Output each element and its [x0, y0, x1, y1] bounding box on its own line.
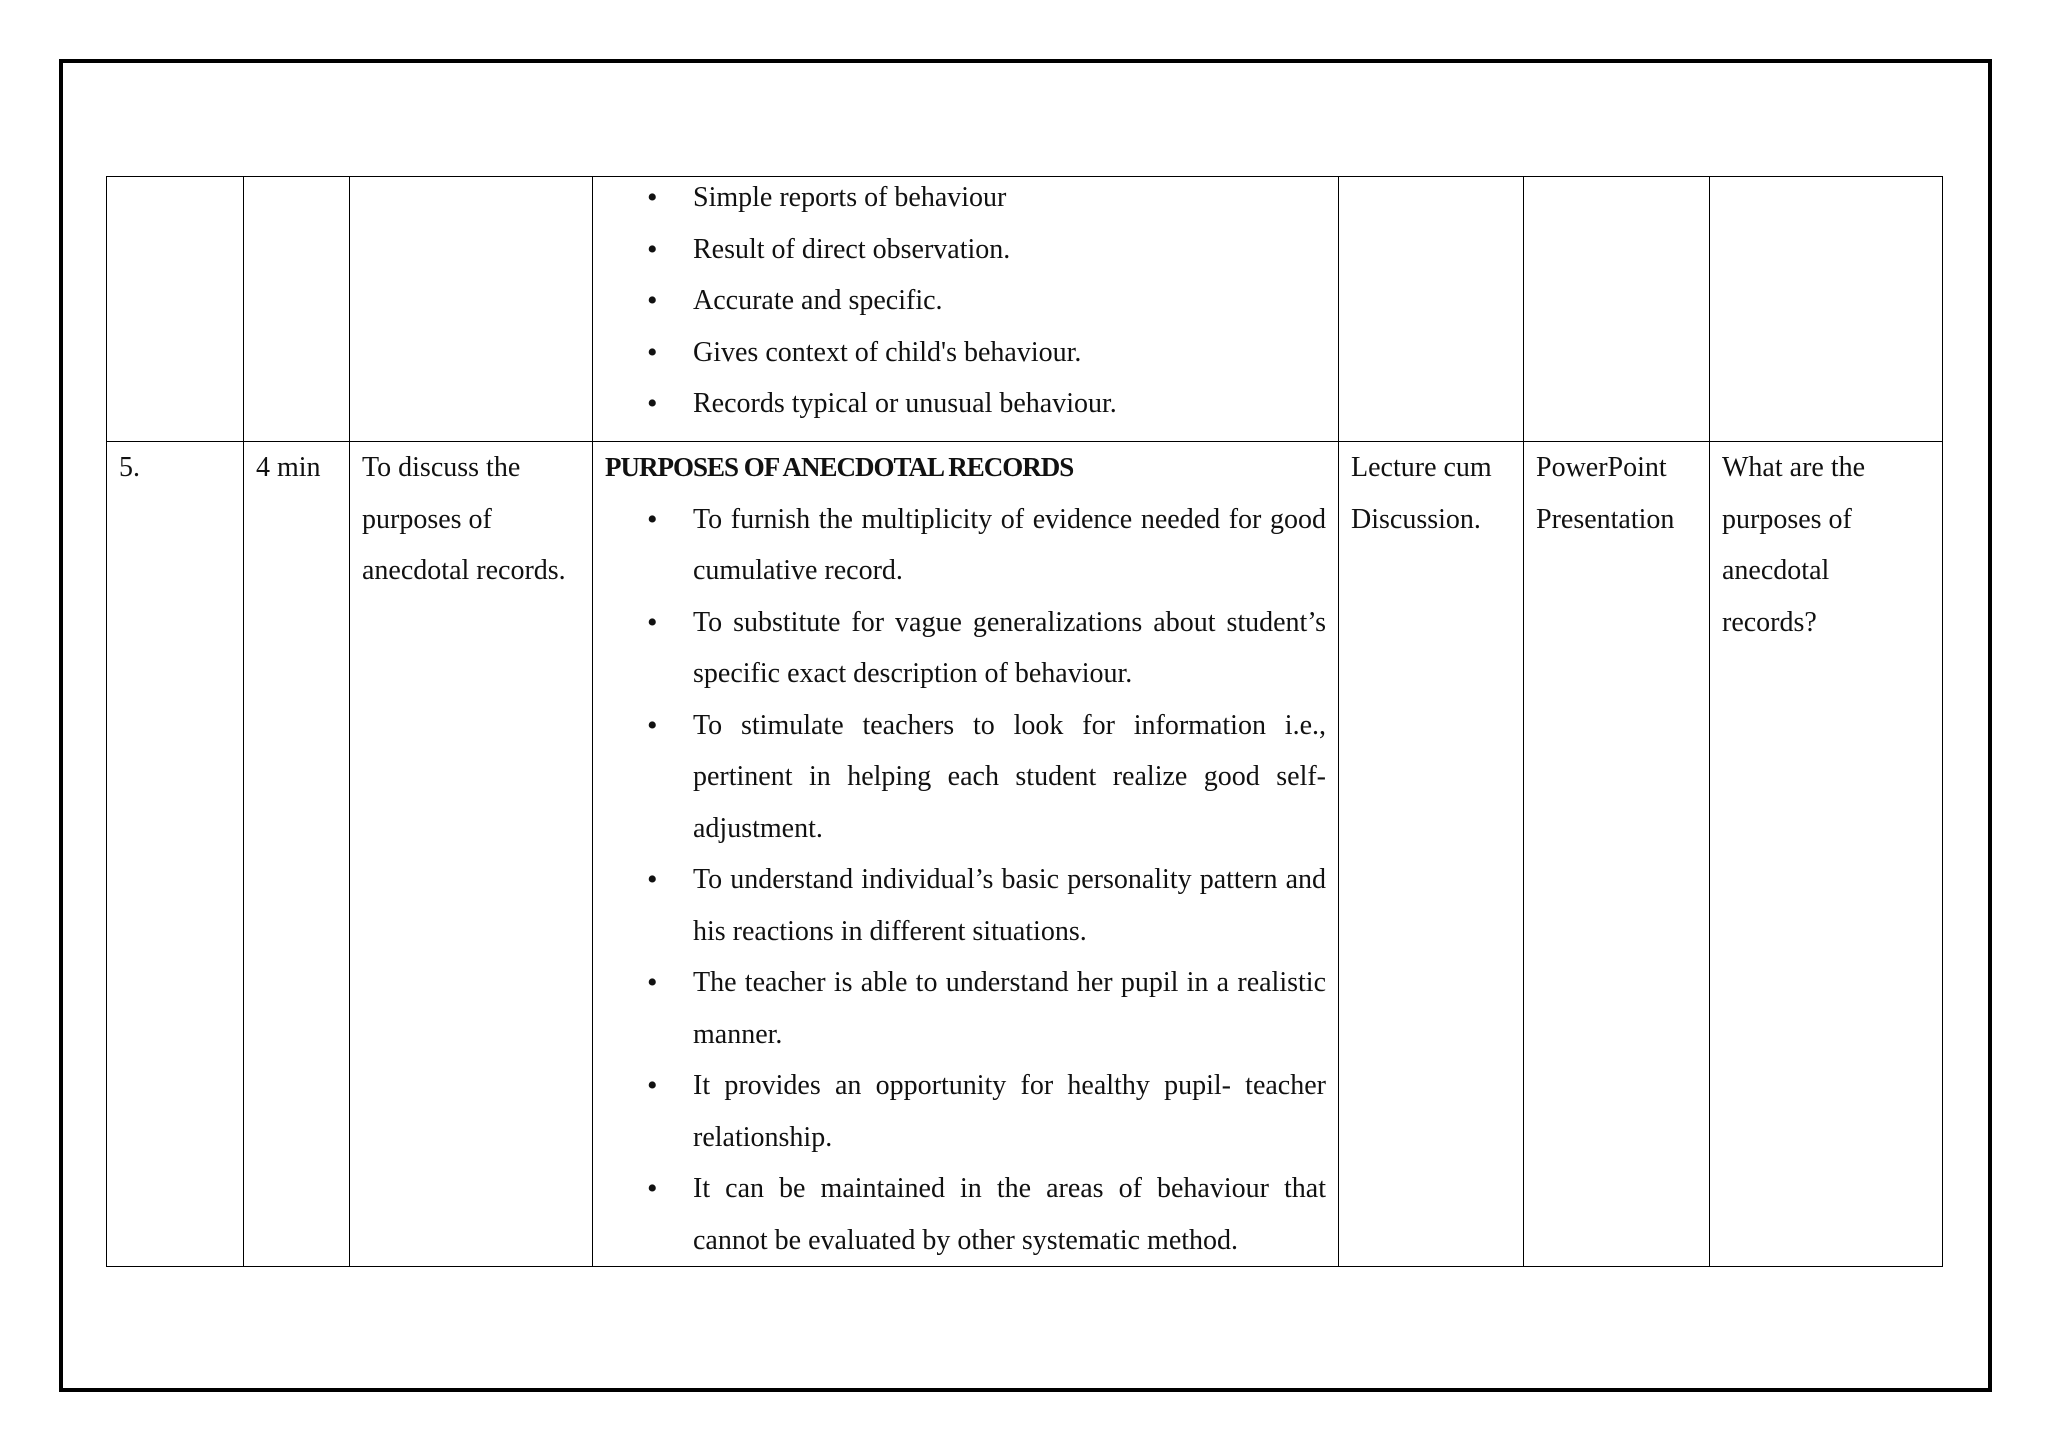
method-cell [1339, 442, 1524, 1267]
list-item: • Simple reports of behaviour [605, 172, 1326, 224]
av-aids-cell [1524, 442, 1710, 1267]
list-item: • To stimulate teachers to look for information i.e., pertinent in helping each student realize good self-adjustment. [605, 700, 1326, 855]
list-item: • Accurate and specific. [605, 275, 1326, 327]
list-item: • It can be maintained in the areas of behaviour that cannot be evaluated by other systematic method. [605, 1163, 1326, 1266]
content-cell [593, 442, 1339, 1267]
av-aids-line: PowerPoint [1536, 452, 1667, 483]
list-item: • Gives context of child's behaviour. [605, 327, 1326, 379]
objective-line: anecdotal records. [362, 555, 566, 586]
evaluation-line: records? [1722, 606, 1817, 638]
list-item: • To understand individual’s basic personality pattern and his reactions in different situations. [605, 854, 1326, 957]
method-cell [1339, 177, 1524, 442]
evaluation-cell [1710, 442, 1943, 1267]
characteristics-list [605, 172, 1326, 430]
purposes-list [605, 494, 1326, 1267]
objective-line: To discuss the [362, 452, 521, 483]
list-item: • To substitute for vague generalizations about student’s specific exact description of behaviour. [605, 597, 1326, 700]
content-cell [593, 177, 1339, 442]
objective-cell [350, 442, 593, 1267]
lesson-plan-table [106, 176, 1943, 1267]
evaluation-line: anecdotal [1722, 555, 1830, 586]
sno-cell [107, 177, 244, 442]
time-cell [244, 442, 350, 1267]
list-item: • The teacher is able to understand her pupil in a realistic manner. [605, 957, 1326, 1060]
duration: 4 min [256, 452, 321, 483]
time-cell [244, 177, 350, 442]
method-line: Lecture cum [1351, 452, 1492, 483]
objective-line: purposes of [362, 503, 492, 535]
list-item: • Records typical or unusual behaviour. [605, 378, 1326, 430]
method-line: Discussion. [1351, 503, 1481, 535]
content-heading: PURPOSES OF ANECDOTAL RECORDS [605, 452, 1074, 482]
sno-cell [107, 442, 244, 1267]
serial-number: 5. [119, 452, 140, 483]
list-item: • It provides an opportunity for healthy pupil- teacher relationship. [605, 1060, 1326, 1163]
av-aids-cell [1524, 177, 1710, 442]
list-item: • To furnish the multiplicity of evidence needed for good cumulative record. [605, 494, 1326, 597]
av-aids-line: Presentation [1536, 503, 1675, 535]
list-item: • Result of direct observation. [605, 224, 1326, 276]
evaluation-line: What are the [1722, 452, 1866, 483]
evaluation-line: purposes of [1722, 503, 1852, 535]
table-row [107, 442, 1943, 1267]
objective-cell [350, 177, 593, 442]
evaluation-cell [1710, 177, 1943, 442]
table-row [107, 177, 1943, 442]
